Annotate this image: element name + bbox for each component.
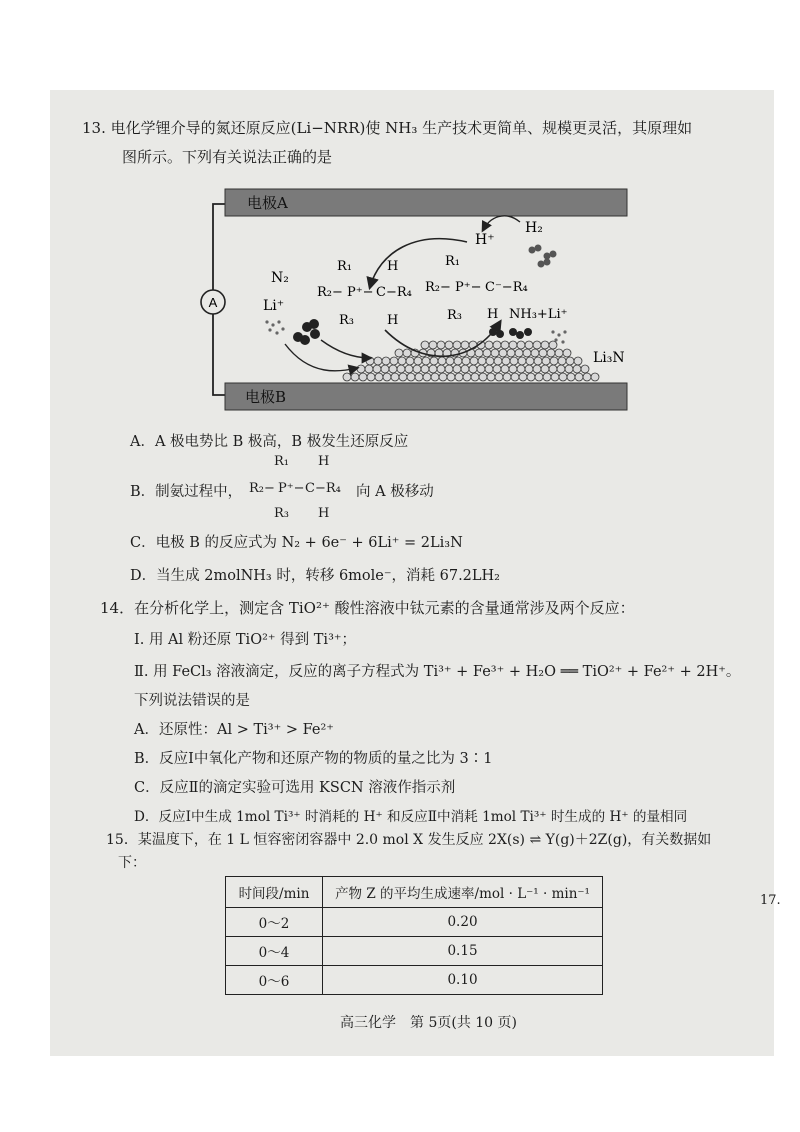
li3n-particle xyxy=(534,357,542,365)
li3n-particle xyxy=(367,373,375,381)
li3n-particle xyxy=(437,365,445,373)
h-plus-label: H⁺ xyxy=(475,232,495,248)
li3n-particle xyxy=(517,341,525,349)
li3n-particle xyxy=(549,341,557,349)
li3n-particle xyxy=(494,357,502,365)
li3n-particle xyxy=(389,365,397,373)
li3n-particle xyxy=(475,349,483,357)
li3n-particle xyxy=(453,365,461,373)
li3n-particle xyxy=(559,373,567,381)
li-arrow xyxy=(285,344,357,371)
li3n-particle xyxy=(493,365,501,373)
complex-left xyxy=(317,259,412,328)
svg-text:R₁: R₁ xyxy=(445,254,460,269)
h2-label: H₂ xyxy=(525,220,543,236)
li3n-particle xyxy=(486,357,494,365)
li3n-particle xyxy=(471,373,479,381)
li3n-particle xyxy=(574,357,582,365)
li3n-particle xyxy=(455,373,463,381)
li3n-particle xyxy=(566,357,574,365)
li3n-particle xyxy=(421,365,429,373)
q14-option-b[interactable]: B．反应Ⅰ中氧化产物和还原产物的物质的量之比为 3∶1 xyxy=(134,751,493,767)
li3n-particle xyxy=(395,349,403,357)
li3n-particle xyxy=(406,357,414,365)
li3n-particle xyxy=(525,341,533,349)
li3n-particle xyxy=(557,365,565,373)
svg-text:R₂−: R₂− xyxy=(425,280,451,295)
li3n-particle xyxy=(357,365,365,373)
li3n-particle xyxy=(359,373,367,381)
li3n-particle xyxy=(485,365,493,373)
li3n-particle xyxy=(343,373,351,381)
li3n-particle xyxy=(479,373,487,381)
li3n-particle xyxy=(383,373,391,381)
ammeter-label: A xyxy=(208,295,218,310)
li3n-particle xyxy=(477,365,485,373)
q13-option-d[interactable]: D．当生成 2molNH₃ 时，转移 6mole⁻，消耗 67.2LH₂ xyxy=(130,568,500,584)
svg-text:H: H xyxy=(487,307,499,322)
n2-molecules-icon xyxy=(293,319,320,345)
table-row xyxy=(226,908,603,937)
li3n-particle xyxy=(503,373,511,381)
q14-prompt: 下列说法错误的是 xyxy=(134,693,250,709)
li3n-particle xyxy=(461,365,469,373)
li3n-particle xyxy=(555,349,563,357)
li3n-particle xyxy=(543,373,551,381)
li3n-particle xyxy=(547,349,555,357)
q15-line1: 15．某温度下，在 1 L 恒容密闭容器中 2.0 mol X 发生反应 2X(s) ⇌ Y(g)＋2Z(g)，有关数据如 xyxy=(106,832,712,848)
li3n-particle xyxy=(526,357,534,365)
q14-step2: Ⅱ. 用 FeCl₃ 溶液滴定，反应的离子方程式为 Ti³⁺ + Fe³⁺ + H₂O ══ TiO²⁺ + Fe²⁺ + 2H⁺。 xyxy=(134,664,741,680)
li3n-particle xyxy=(487,373,495,381)
q14-step1: Ⅰ. 用 Al 粉还原 TiO²⁺ 得到 Ti³⁺； xyxy=(134,632,357,648)
li3n-particle xyxy=(533,341,541,349)
li3n-particle xyxy=(429,365,437,373)
li3n-layer xyxy=(343,341,599,381)
table-cell: 0.10 xyxy=(323,966,603,995)
li3n-particle xyxy=(461,341,469,349)
li3n-particle xyxy=(511,373,519,381)
li3n-particle xyxy=(591,373,599,381)
svg-text:C−R₄: C−R₄ xyxy=(376,285,412,300)
li3n-particle xyxy=(375,373,383,381)
li3n-particle xyxy=(430,357,438,365)
li3n-particle xyxy=(493,341,501,349)
li3n-particle xyxy=(549,365,557,373)
svg-text:R₃: R₃ xyxy=(339,313,354,328)
table-header: 产物 Z 的平均生成速率/mol · L⁻¹ · min⁻¹ xyxy=(323,877,603,908)
q13-option-b-r1: R₁ xyxy=(274,454,289,469)
q13-option-b-suffix: 向 A 极移动 xyxy=(356,484,434,500)
li3n-particle xyxy=(445,365,453,373)
q13-option-a[interactable]: A．A 极电势比 B 极高，B 极发生还原反应 xyxy=(130,434,409,450)
li3n-particle xyxy=(531,349,539,357)
li3n-particle xyxy=(446,357,454,365)
li3n-label: Li₃N xyxy=(593,350,625,366)
q13-option-b-p: P⁺− xyxy=(278,481,305,496)
li3n-particle xyxy=(527,373,535,381)
li3n-particle xyxy=(431,373,439,381)
li3n-particle xyxy=(517,365,525,373)
li3n-particle xyxy=(399,373,407,381)
h2-molecules-icon xyxy=(529,245,557,268)
table-cell: 0～4 xyxy=(226,937,323,966)
h2-to-hplus-arrow xyxy=(483,216,520,230)
q13-option-b-h-top: H xyxy=(318,454,330,469)
li3n-particle xyxy=(485,341,493,349)
li3n-particle xyxy=(429,341,437,349)
q13-option-b-c: C−R₄ xyxy=(305,481,341,496)
svg-text:H: H xyxy=(387,259,399,274)
nh3-molecules-icon xyxy=(489,328,532,339)
li3n-particle xyxy=(421,341,429,349)
li3n-particle xyxy=(373,365,381,373)
li3n-particle xyxy=(437,341,445,349)
li3n-particle xyxy=(535,373,543,381)
li3n-particle xyxy=(390,357,398,365)
page-footer: 高三化学 第 5页(共 10 页) xyxy=(340,1015,517,1031)
li3n-particle xyxy=(483,349,491,357)
li3n-particle xyxy=(501,341,509,349)
li3n-particle xyxy=(518,357,526,365)
li3n-particle xyxy=(391,373,399,381)
li3n-particle xyxy=(382,357,390,365)
li3n-particle xyxy=(469,365,477,373)
li3n-particle xyxy=(470,357,478,365)
li3n-particle xyxy=(509,365,517,373)
li3n-particle xyxy=(565,365,573,373)
li3n-particle xyxy=(351,373,359,381)
table-header: 时间段/min xyxy=(226,877,323,908)
li3n-particle xyxy=(414,357,422,365)
li-plus-dots-icon xyxy=(265,320,284,334)
li3n-particle xyxy=(583,373,591,381)
li3n-particle xyxy=(502,357,510,365)
li3n-particle xyxy=(422,357,430,365)
q14-line1: 14．在分析化学上，测定含 TiO²⁺ 酸性溶液中钛元素的含量通常涉及两个反应： xyxy=(100,599,635,617)
li3n-particle xyxy=(495,373,503,381)
rate-table xyxy=(225,876,603,995)
li3n-particle xyxy=(423,373,431,381)
li3n-particle xyxy=(453,341,461,349)
li3n-particle xyxy=(541,365,549,373)
q13-option-b-prefix[interactable]: B．制氨过程中， xyxy=(130,484,243,500)
q13-line2: 图所示。下列有关说法正确的是 xyxy=(122,148,333,166)
li3n-particle xyxy=(550,357,558,365)
li3n-particle xyxy=(581,365,589,373)
li3n-particle xyxy=(542,357,550,365)
table-header-row xyxy=(226,877,603,908)
li3n-particle xyxy=(523,349,531,357)
li3n-particle xyxy=(374,357,382,365)
q13-line1: 13. 电化学锂介导的氮还原反应(Li−NRR)使 NH₃ 生产技术更简单、规模更灵活，其原理如 xyxy=(82,119,693,137)
svg-text:P⁺−: P⁺− xyxy=(347,285,374,300)
li3n-particle xyxy=(439,373,447,381)
table-row xyxy=(226,937,603,966)
li3n-particle xyxy=(509,341,517,349)
li3n-particle xyxy=(491,349,499,357)
li3n-particle xyxy=(447,373,455,381)
q15-line2: 下： xyxy=(118,855,146,871)
li3n-particle xyxy=(515,349,523,357)
q14-option-c[interactable]: C．反应Ⅱ的滴定实验可选用 KSCN 溶液作指示剂 xyxy=(134,780,456,796)
li3n-particle xyxy=(462,357,470,365)
table-cell: 0.15 xyxy=(323,937,603,966)
electrode-a-label: 电极A xyxy=(247,194,288,212)
li3n-particle xyxy=(519,373,527,381)
li3n-particle xyxy=(438,357,446,365)
li3n-particle xyxy=(575,373,583,381)
li-plus-label: Li⁺ xyxy=(263,298,285,314)
li3n-particle xyxy=(499,349,507,357)
table-row xyxy=(226,966,603,995)
li3n-particle xyxy=(533,365,541,373)
q13-option-c[interactable]: C．电极 B 的反应式为 N₂ + 6e⁻ + 6Li⁺ = 2Li₃N xyxy=(130,535,463,551)
li3n-particle xyxy=(407,373,415,381)
li-nrr-diagram xyxy=(95,172,755,424)
li3n-particle xyxy=(539,349,547,357)
q13-option-b-r3: R₃ xyxy=(274,506,289,521)
table-cell: 0～2 xyxy=(226,908,323,937)
li3n-particle xyxy=(463,373,471,381)
li3n-particle xyxy=(405,365,413,373)
n2-label: N₂ xyxy=(271,270,289,286)
li3n-particle xyxy=(415,373,423,381)
li3n-particle xyxy=(507,349,515,357)
table-cell: 0～6 xyxy=(226,966,323,995)
li3n-particle xyxy=(403,349,411,357)
li3n-particle xyxy=(567,373,575,381)
svg-text:C⁻−R₄: C⁻−R₄ xyxy=(485,280,528,295)
li3n-particle xyxy=(365,365,373,373)
li3n-particle xyxy=(563,349,571,357)
li3n-particle xyxy=(397,365,405,373)
q14-option-a[interactable]: A．还原性：Al > Ti³⁺ > Fe²⁺ xyxy=(134,722,334,738)
svg-text:P⁺−: P⁺− xyxy=(455,280,482,295)
nh3-li-label: NH₃+Li⁺ xyxy=(509,307,568,322)
n2-arrow xyxy=(321,340,370,358)
q13-option-b-h-bottom: H xyxy=(318,506,330,521)
margin-question-number: 17. xyxy=(760,893,781,908)
li3n-particle xyxy=(501,365,509,373)
li3n-particle xyxy=(551,373,559,381)
li3n-particle xyxy=(445,341,453,349)
svg-text:H: H xyxy=(387,313,399,328)
svg-text:R₃: R₃ xyxy=(447,308,462,323)
li3n-particle xyxy=(510,357,518,365)
li3n-particle xyxy=(478,357,486,365)
li3n-particle xyxy=(525,365,533,373)
li3n-particle xyxy=(398,357,406,365)
li3n-particle xyxy=(381,365,389,373)
li3n-particle xyxy=(541,341,549,349)
q14-option-d[interactable]: D．反应Ⅰ中生成 1mol Ti³⁺ 时消耗的 H⁺ 和反应Ⅱ中消耗 1mol Ti³⁺ 时生成的 H⁺ 的量相同 xyxy=(134,809,688,825)
li3n-particle xyxy=(454,357,462,365)
li3n-particle xyxy=(413,365,421,373)
electrode-b-label: 电极B xyxy=(245,388,287,406)
svg-text:R₁: R₁ xyxy=(337,259,352,274)
li3n-particle xyxy=(558,357,566,365)
q13-option-b-r2: R₂− xyxy=(249,481,275,496)
li3n-particle xyxy=(573,365,581,373)
table-cell: 0.20 xyxy=(323,908,603,937)
svg-text:R₂−: R₂− xyxy=(317,285,343,300)
